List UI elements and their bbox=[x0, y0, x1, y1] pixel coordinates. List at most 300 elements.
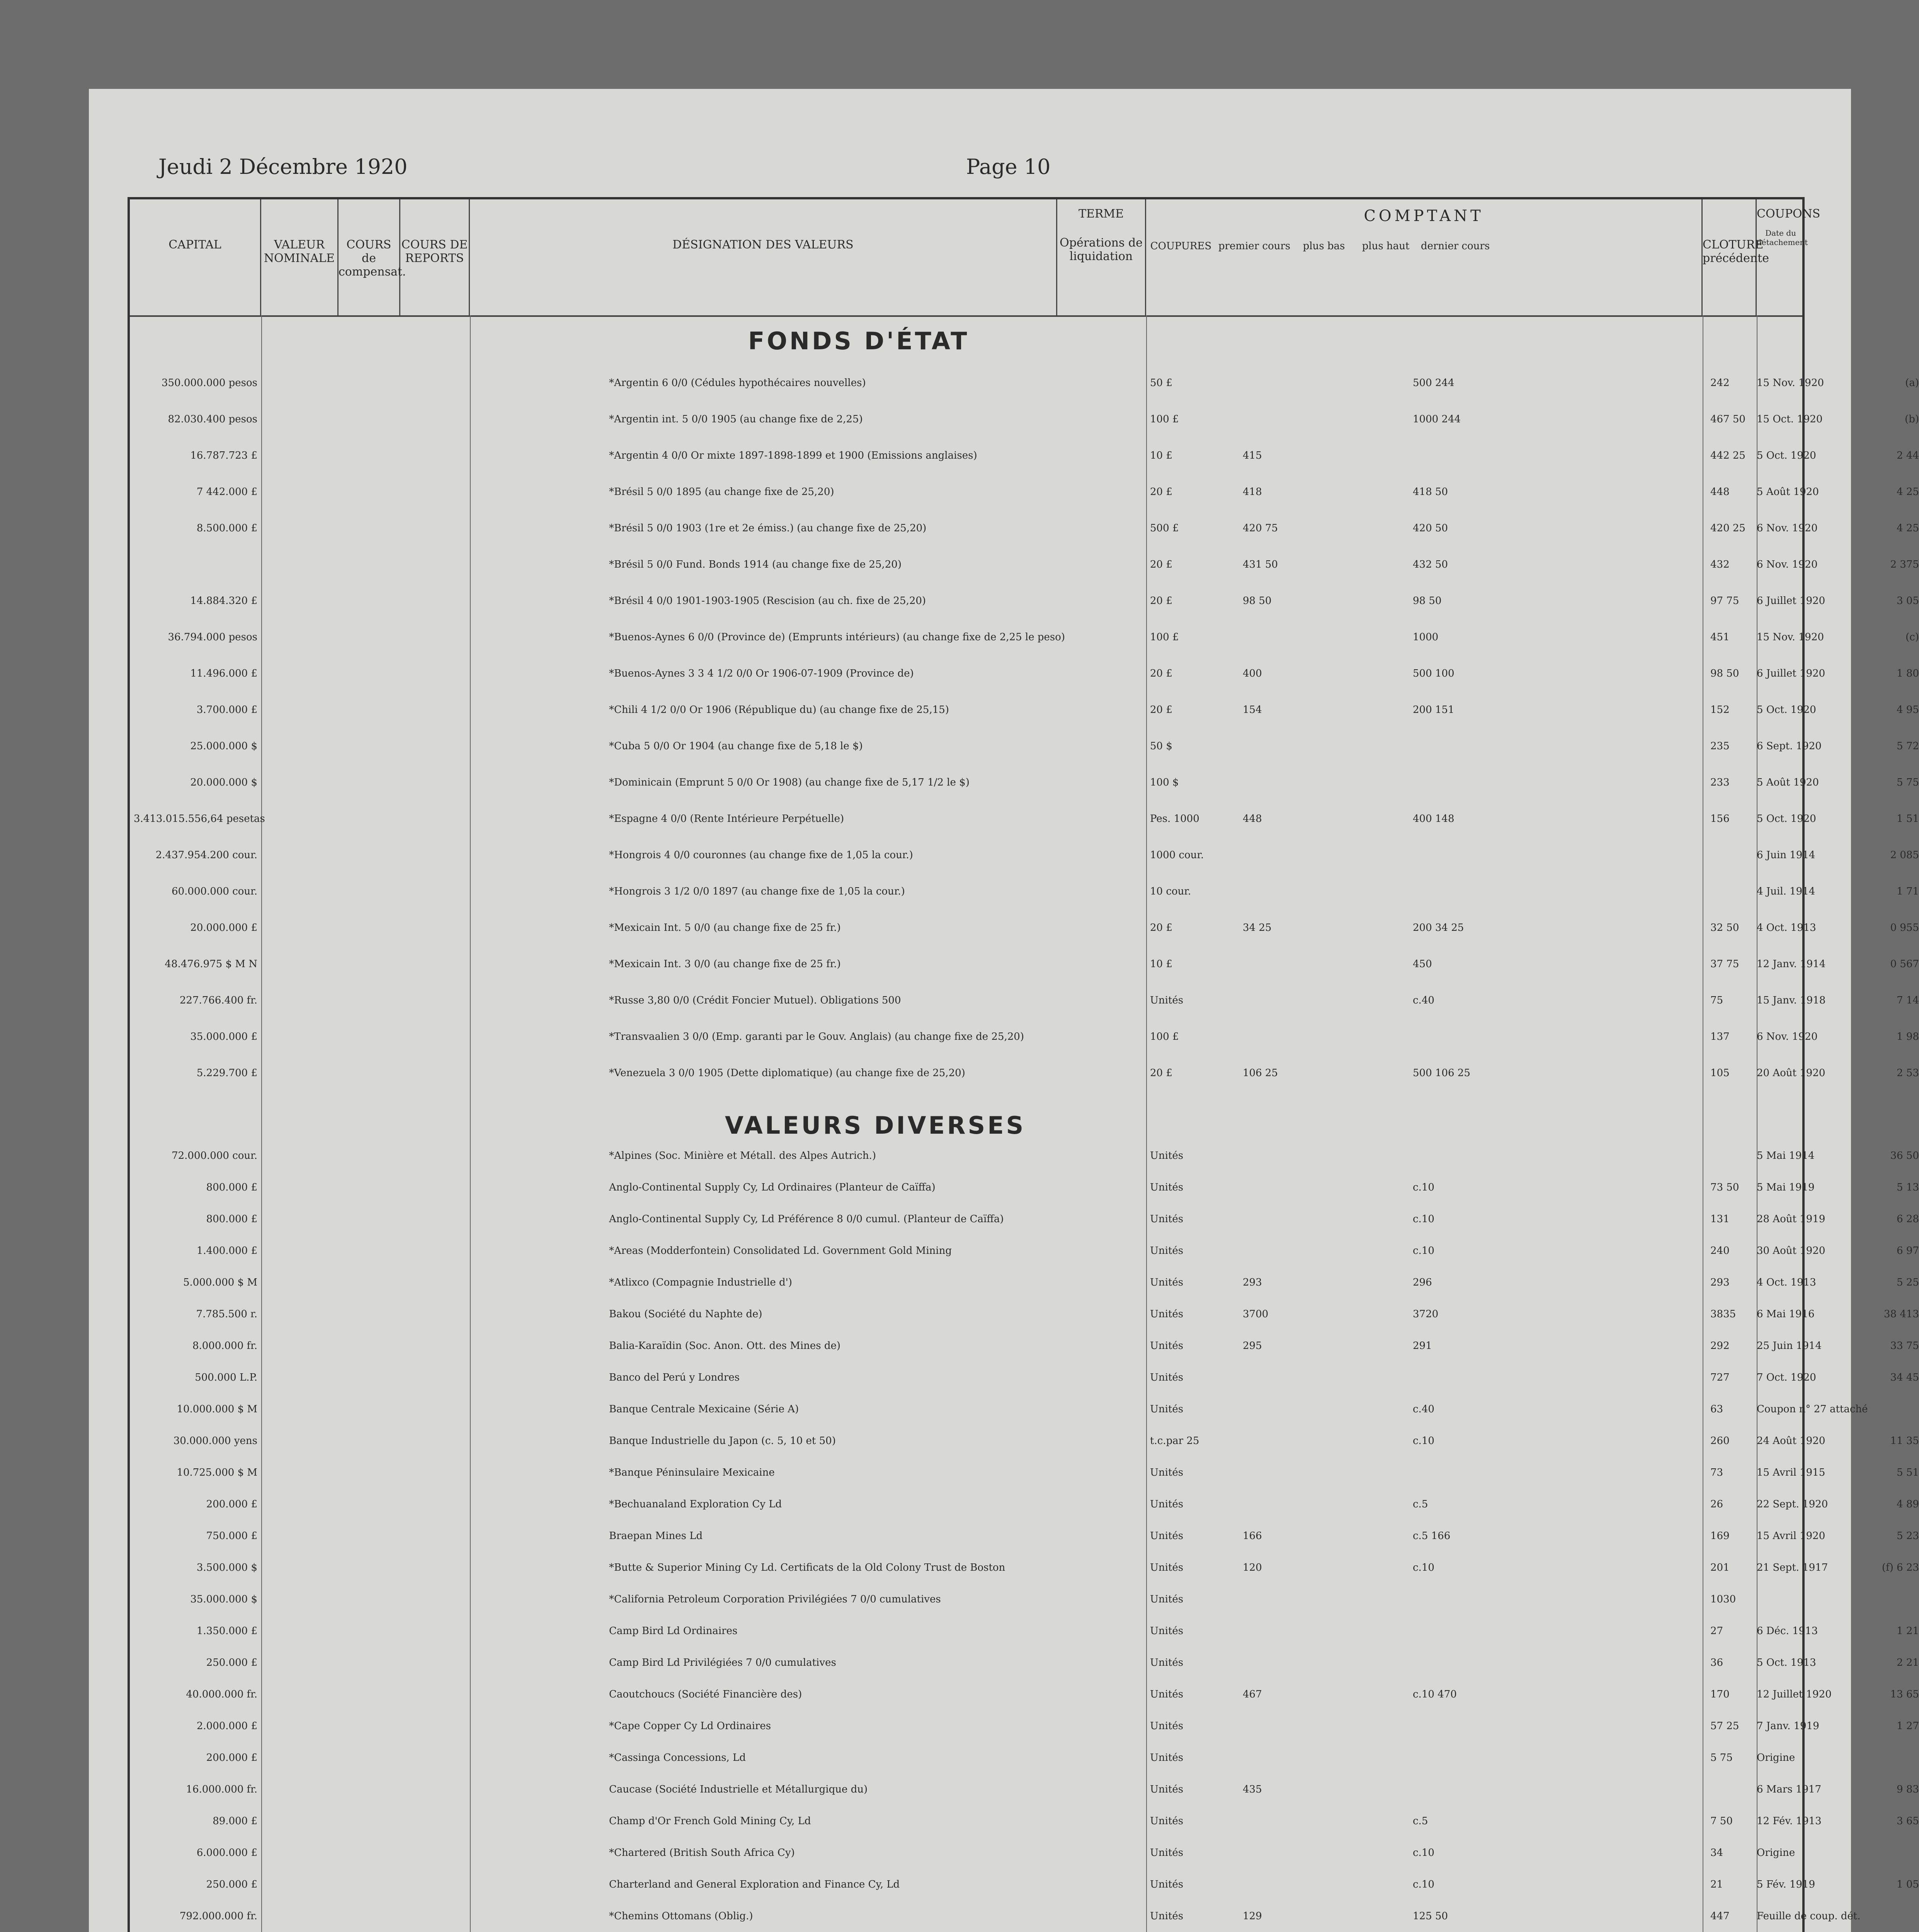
coupures-cell: Unités bbox=[1150, 1594, 1184, 1605]
designation-cell: Anglo-Continental Supply Cy, Ld Préférence 8 0/0 cumul. (Planteur de Caïffa) bbox=[609, 1213, 1004, 1225]
cloture-cell: 75 bbox=[1710, 995, 1723, 1006]
dernier-cours-cell: c.10 bbox=[1413, 1245, 1434, 1257]
capital-cell: 350.000.000 pesos bbox=[161, 377, 257, 389]
dernier-cours-cell: c.40 bbox=[1413, 1403, 1434, 1415]
designation-cell: Caucase (Société Industrielle et Métallurgique du) bbox=[609, 1784, 868, 1795]
coupon-date-cell: 4 Juil. 1914 bbox=[1757, 886, 1815, 897]
section-fonds-etat: FONDS D'ÉTAT bbox=[748, 327, 970, 355]
table-row bbox=[130, 1752, 1802, 1769]
coupon-net-cell: 0 567 bbox=[1890, 958, 1919, 970]
coupon-date-cell: 21 Sept. 1917 bbox=[1757, 1562, 1828, 1573]
table-row bbox=[130, 413, 1919, 430]
cloture-cell: 152 bbox=[1710, 704, 1730, 716]
dernier-cours-cell: c.10 bbox=[1413, 1879, 1434, 1890]
capital-cell: 7 442.000 £ bbox=[196, 486, 257, 498]
coupon-date-cell: 12 Fév. 1913 bbox=[1757, 1815, 1822, 1827]
capital-cell: 35.000.000 £ bbox=[190, 1031, 257, 1043]
header-designation: DÉSIGNATION DES VALEURS bbox=[470, 199, 1057, 315]
table-row bbox=[130, 595, 1919, 612]
coupon-net-cell: 1 21 bbox=[1897, 1625, 1919, 1637]
cloture-cell: 73 50 bbox=[1710, 1182, 1739, 1193]
table-row bbox=[130, 777, 1919, 794]
capital-cell: 11.496.000 £ bbox=[190, 668, 257, 679]
coupon-net-cell: 5 25 bbox=[1897, 1277, 1919, 1288]
coupures-cell: 10 cour. bbox=[1150, 886, 1191, 897]
designation-cell: *Espagne 4 0/0 (Rente Intérieure Perpétuelle) bbox=[609, 813, 844, 825]
designation-cell: *Chartered (British South Africa Cy) bbox=[609, 1847, 795, 1859]
premier-cours-cell: 106 25 bbox=[1243, 1067, 1278, 1079]
coupures-cell: Unités bbox=[1150, 1879, 1184, 1890]
coupon-net-cell: 33 75 bbox=[1890, 1340, 1919, 1352]
coupures-cell: Unités bbox=[1150, 1720, 1184, 1732]
coupon-net-cell: 5 75 bbox=[1897, 777, 1919, 788]
coupures-cell: 20 £ bbox=[1150, 559, 1172, 570]
capital-cell: 40.000.000 fr. bbox=[186, 1689, 257, 1700]
coupon-net-cell: 2 21 bbox=[1897, 1657, 1919, 1668]
coupures-cell: 100 £ bbox=[1150, 631, 1179, 643]
coupon-date-cell: Coupon n° 27 attaché bbox=[1757, 1403, 1868, 1415]
capital-cell: 250.000 £ bbox=[206, 1879, 257, 1890]
capital-cell: 8.000.000 fr. bbox=[192, 1340, 257, 1352]
coupon-date-cell: 15 Oct. 1920 bbox=[1757, 413, 1823, 425]
dernier-cours-cell: c.5 bbox=[1413, 1815, 1428, 1827]
dernier-cours-cell: c.10 470 bbox=[1413, 1689, 1457, 1700]
capital-cell: 35.000.000 $ bbox=[190, 1594, 257, 1605]
table-row bbox=[130, 1594, 1802, 1611]
capital-cell: 25.000.000 $ bbox=[190, 740, 257, 752]
cloture-cell: 169 bbox=[1710, 1530, 1730, 1542]
coupon-net-cell: 36 50 bbox=[1890, 1150, 1919, 1162]
designation-cell: *Cuba 5 0/0 Or 1904 (au change fixe de 5,18 le $) bbox=[609, 740, 863, 752]
designation-cell: *Argentin 4 0/0 Or mixte 1897-1898-1899 et 1900 (Emissions anglaises) bbox=[609, 450, 977, 461]
cloture-cell: 131 bbox=[1710, 1213, 1730, 1225]
page-date: Jeudi 2 Décembre 1920 bbox=[158, 155, 408, 179]
coupon-date-cell: 5 Mai 1914 bbox=[1757, 1150, 1815, 1162]
table-row bbox=[130, 1847, 1802, 1864]
cloture-cell: 97 75 bbox=[1710, 595, 1739, 607]
designation-cell: *Brésil 5 0/0 1903 (1re et 2e émiss.) (au change fixe de 25,20) bbox=[609, 522, 927, 534]
cloture-cell: 36 bbox=[1710, 1657, 1723, 1668]
coupon-net-cell: 34 45 bbox=[1890, 1372, 1919, 1383]
table-row bbox=[130, 377, 1919, 394]
table-row bbox=[130, 740, 1919, 757]
coupon-date-cell: 12 Juillet 1920 bbox=[1757, 1689, 1832, 1700]
cloture-cell: 57 25 bbox=[1710, 1720, 1739, 1732]
table-row bbox=[130, 1308, 1919, 1325]
designation-cell: Anglo-Continental Supply Cy, Ld Ordinaires (Planteur de Caïffa) bbox=[609, 1182, 936, 1193]
designation-cell: Champ d'Or French Gold Mining Cy, Ld bbox=[609, 1815, 811, 1827]
coupon-net-cell: (b) bbox=[1905, 413, 1919, 425]
premier-cours-cell: 3700 bbox=[1243, 1308, 1269, 1320]
capital-cell: 3.500.000 $ bbox=[196, 1562, 257, 1573]
capital-cell: 20.000.000 £ bbox=[190, 922, 257, 934]
coupon-date-cell: 5 Oct. 1920 bbox=[1757, 813, 1816, 825]
coupures-cell: Unités bbox=[1150, 1784, 1184, 1795]
coupon-date-cell: 5 Mai 1919 bbox=[1757, 1182, 1815, 1193]
capital-cell: 227.766.400 fr. bbox=[179, 995, 257, 1006]
capital-cell: 48.476.975 $ M N bbox=[165, 958, 257, 970]
capital-cell: 3.413.015.556,64 pesetas bbox=[134, 813, 265, 825]
coupures-cell: Unités bbox=[1150, 1467, 1184, 1478]
designation-cell: *Banque Péninsulaire Mexicaine bbox=[609, 1467, 775, 1478]
coupon-net-cell: 2 375 bbox=[1890, 559, 1919, 570]
section-valeurs-diverses: VALEURS DIVERSES bbox=[725, 1111, 1026, 1139]
coupon-net-cell: 1 71 bbox=[1897, 886, 1919, 897]
designation-cell: *Brésil 5 0/0 1895 (au change fixe de 25,20) bbox=[609, 486, 834, 498]
coupures-cell: 50 £ bbox=[1150, 377, 1172, 389]
coupures-cell: Unités bbox=[1150, 1182, 1184, 1193]
coupon-net-cell: 38 413 bbox=[1884, 1308, 1919, 1320]
table-row bbox=[130, 958, 1919, 975]
premier-cours-cell: 166 bbox=[1243, 1530, 1262, 1542]
table-row bbox=[130, 1498, 1919, 1515]
coupures-cell: 20 £ bbox=[1150, 1067, 1172, 1079]
table-row bbox=[130, 1031, 1919, 1048]
cloture-cell: 727 bbox=[1710, 1372, 1730, 1383]
coupon-date-cell: 12 Janv. 1914 bbox=[1757, 958, 1826, 970]
designation-cell: *Alpines (Soc. Minière et Métall. des Alpes Autrich.) bbox=[609, 1150, 876, 1162]
coupures-cell: 20 £ bbox=[1150, 668, 1172, 679]
coupures-cell: Unités bbox=[1150, 1498, 1184, 1510]
premier-cours-cell: 295 bbox=[1243, 1340, 1262, 1352]
dernier-cours-cell: 296 bbox=[1413, 1277, 1432, 1288]
table-row bbox=[130, 1340, 1919, 1357]
table-row bbox=[130, 704, 1919, 721]
coupon-net-cell: 6 28 bbox=[1897, 1213, 1919, 1225]
coupures-cell: Unités bbox=[1150, 1562, 1184, 1573]
coupon-net-cell: 4 95 bbox=[1897, 704, 1919, 716]
dernier-cours-cell: c.10 bbox=[1413, 1435, 1434, 1447]
coupon-net-cell: 5 23 bbox=[1897, 1530, 1919, 1542]
header-cours-reports: COURS DE REPORTS bbox=[400, 199, 470, 315]
table-row bbox=[130, 1910, 1861, 1927]
table-row bbox=[130, 1879, 1919, 1896]
cloture-cell: 156 bbox=[1710, 813, 1730, 825]
header-coupons: COUPONS Date du détachement bbox=[1757, 207, 1820, 247]
coupon-net-cell: 5 72 bbox=[1897, 740, 1919, 752]
coupon-date-cell: 5 Oct. 1920 bbox=[1757, 450, 1816, 461]
cloture-cell: 105 bbox=[1710, 1067, 1730, 1079]
table-row bbox=[130, 1625, 1919, 1642]
capital-cell: 8.500.000 £ bbox=[196, 522, 257, 534]
designation-cell: Banque Industrielle du Japon (c. 5, 10 et 50) bbox=[609, 1435, 836, 1447]
designation-cell: Caoutchoucs (Société Financière des) bbox=[609, 1689, 802, 1700]
coupon-net-cell: 2 44 bbox=[1897, 450, 1919, 461]
coupon-date-cell: 6 Juillet 1920 bbox=[1757, 595, 1825, 607]
coupon-net-cell: 2 53 bbox=[1897, 1067, 1919, 1079]
designation-cell: *Russe 3,80 0/0 (Crédit Foncier Mutuel). Obligations 500 bbox=[609, 995, 901, 1006]
capital-cell: 1.400.000 £ bbox=[196, 1245, 257, 1257]
capital-cell: 10.000.000 $ M bbox=[177, 1403, 257, 1415]
designation-cell: *Brésil 4 0/0 1901-1903-1905 (Rescision (au ch. fixe de 25,20) bbox=[609, 595, 926, 607]
designation-cell: *Buenos-Aynes 6 0/0 (Province de) (Emprunts intérieurs) (au change fixe de 2,25 le peso) bbox=[609, 631, 1065, 643]
table-row bbox=[130, 1815, 1919, 1832]
table-row bbox=[130, 1372, 1919, 1389]
coupures-cell: Unités bbox=[1150, 1403, 1184, 1415]
dernier-cours-cell: 1000 bbox=[1413, 631, 1439, 643]
table-row bbox=[130, 813, 1919, 830]
premier-cours-cell: 120 bbox=[1243, 1562, 1262, 1573]
coupures-cell: Pes. 1000 bbox=[1150, 813, 1199, 825]
coupures-cell: Unités bbox=[1150, 1625, 1184, 1637]
table-row bbox=[130, 1182, 1919, 1199]
capital-cell: 500.000 L.P. bbox=[195, 1372, 257, 1383]
designation-cell: Camp Bird Ld Privilégiées 7 0/0 cumulatives bbox=[609, 1657, 836, 1668]
premier-cours-cell: 448 bbox=[1243, 813, 1262, 825]
coupon-net-cell: (a) bbox=[1905, 377, 1919, 389]
table-row bbox=[130, 995, 1919, 1012]
dernier-cours-cell: 200 151 bbox=[1413, 704, 1455, 716]
table-row bbox=[130, 1213, 1919, 1230]
coupon-net-cell: 1 27 bbox=[1897, 1720, 1919, 1732]
table-row bbox=[130, 1784, 1919, 1801]
table-row bbox=[130, 1277, 1919, 1294]
coupures-cell: Unités bbox=[1150, 1277, 1184, 1288]
coupon-net-cell: 1 05 bbox=[1897, 1879, 1919, 1890]
designation-cell: *Cassinga Concessions, Ld bbox=[609, 1752, 746, 1764]
designation-cell: *Butte & Superior Mining Cy Ld. Certificats de la Old Colony Trust de Boston bbox=[609, 1562, 1005, 1573]
coupon-date-cell: 22 Sept. 1920 bbox=[1757, 1498, 1828, 1510]
coupures-cell: Unités bbox=[1150, 1372, 1184, 1383]
dernier-cours-cell: 450 bbox=[1413, 958, 1432, 970]
dernier-cours-cell: c.10 bbox=[1413, 1213, 1434, 1225]
designation-cell: *Venezuela 3 0/0 1905 (Dette diplomatique) (au change fixe de 25,20) bbox=[609, 1067, 965, 1079]
designation-cell: *Brésil 5 0/0 Fund. Bonds 1914 (au change fixe de 25,20) bbox=[609, 559, 902, 570]
coupon-date-cell: 6 Nov. 1920 bbox=[1757, 522, 1818, 534]
coupon-date-cell: 4 Oct. 1913 bbox=[1757, 922, 1816, 934]
capital-cell: 2.000.000 £ bbox=[196, 1720, 257, 1732]
coupon-date-cell: 6 Nov. 1920 bbox=[1757, 1031, 1818, 1043]
header-comptant: COMPTANT COUPURES premier cours plus bas plus haut dernier cours bbox=[1146, 199, 1703, 315]
header-cloture: CLOTURE précédente bbox=[1703, 199, 1757, 315]
premier-cours-cell: 420 75 bbox=[1243, 522, 1278, 534]
coupon-date-cell: 5 Oct. 1913 bbox=[1757, 1657, 1816, 1668]
cloture-cell: 451 bbox=[1710, 631, 1730, 643]
designation-cell: *Hongrois 4 0/0 couronnes (au change fixe de 1,05 la cour.) bbox=[609, 849, 913, 861]
cloture-cell: 37 75 bbox=[1710, 958, 1739, 970]
cloture-cell: 32 50 bbox=[1710, 922, 1739, 934]
designation-cell: *Chemins Ottomans (Oblig.) bbox=[609, 1910, 753, 1922]
coupon-net-cell: 1 80 bbox=[1897, 668, 1919, 679]
coupures-cell: Unités bbox=[1150, 1752, 1184, 1764]
coupon-date-cell: 25 Juin 1914 bbox=[1757, 1340, 1822, 1352]
coupon-date-cell: 6 Juin 1914 bbox=[1757, 849, 1815, 861]
premier-cours-cell: 435 bbox=[1243, 1784, 1262, 1795]
dernier-cours-cell: 1000 244 bbox=[1413, 413, 1461, 425]
designation-cell: *Chili 4 1/2 0/0 Or 1906 (République du) (au change fixe de 25,15) bbox=[609, 704, 949, 716]
dernier-cours-cell: 500 244 bbox=[1413, 377, 1455, 389]
coupon-date-cell: 6 Nov. 1920 bbox=[1757, 559, 1818, 570]
capital-cell: 16.000.000 fr. bbox=[186, 1784, 257, 1795]
designation-cell: *Hongrois 3 1/2 0/0 1897 (au change fixe de 1,05 la cour.) bbox=[609, 886, 905, 897]
capital-cell: 82.030.400 pesos bbox=[168, 413, 257, 425]
cloture-cell: 7 50 bbox=[1710, 1815, 1733, 1827]
coupures-cell: Unités bbox=[1150, 1308, 1184, 1320]
table-row bbox=[130, 922, 1919, 939]
coupon-date-cell: Origine bbox=[1757, 1847, 1795, 1859]
page-number: Page 10 bbox=[966, 155, 1051, 179]
coupon-net-cell: 11 35 bbox=[1890, 1435, 1919, 1447]
cloture-cell: 34 bbox=[1710, 1847, 1723, 1859]
designation-cell: *Argentin int. 5 0/0 1905 (au change fixe de 2,25) bbox=[609, 413, 863, 425]
premier-cours-cell: 293 bbox=[1243, 1277, 1262, 1288]
coupon-date-cell: 6 Mai 1916 bbox=[1757, 1308, 1815, 1320]
coupon-net-cell: (f) 6 23 bbox=[1882, 1562, 1919, 1573]
coupon-date-cell: 7 Oct. 1920 bbox=[1757, 1372, 1816, 1383]
capital-cell: 6.000.000 £ bbox=[196, 1847, 257, 1859]
coupures-cell: 20 £ bbox=[1150, 486, 1172, 498]
capital-cell: 72.000.000 cour. bbox=[172, 1150, 257, 1162]
cloture-cell: 63 bbox=[1710, 1403, 1723, 1415]
coupon-date-cell: 15 Nov. 1920 bbox=[1757, 377, 1824, 389]
capital-cell: 2.437.954.200 cour. bbox=[155, 849, 257, 861]
coupon-net-cell: 6 97 bbox=[1897, 1245, 1919, 1257]
coupon-date-cell: 24 Août 1920 bbox=[1757, 1435, 1825, 1447]
listing-table bbox=[128, 197, 1919, 1932]
cloture-cell: 21 bbox=[1710, 1879, 1723, 1890]
premier-cours-cell: 415 bbox=[1243, 450, 1262, 461]
coupures-cell: Unités bbox=[1150, 1815, 1184, 1827]
coupon-date-cell: 6 Mars 1917 bbox=[1757, 1784, 1822, 1795]
coupon-net-cell: 4 25 bbox=[1897, 522, 1919, 534]
cloture-cell: 170 bbox=[1710, 1689, 1730, 1700]
cloture-cell: 467 50 bbox=[1710, 413, 1745, 425]
table-row bbox=[130, 559, 1919, 576]
dernier-cours-cell: 400 148 bbox=[1413, 813, 1455, 825]
dernier-cours-cell: c.10 bbox=[1413, 1847, 1434, 1859]
coupon-date-cell: 6 Déc. 1913 bbox=[1757, 1625, 1818, 1637]
designation-cell: Banco del Perú y Londres bbox=[609, 1372, 740, 1383]
coupures-cell: 100 £ bbox=[1150, 413, 1179, 425]
coupures-cell: Unités bbox=[1150, 995, 1184, 1006]
coupon-date-cell: 5 Fév. 1919 bbox=[1757, 1879, 1815, 1890]
coupures-cell: Unités bbox=[1150, 1689, 1184, 1700]
coupon-net-cell: 1 51 bbox=[1897, 813, 1919, 825]
designation-cell: *Argentin 6 0/0 (Cédules hypothécaires nouvelles) bbox=[609, 377, 866, 389]
coupon-net-cell: 0 955 bbox=[1890, 922, 1919, 934]
coupon-net-cell: 13 65 bbox=[1890, 1689, 1919, 1700]
cloture-cell: 242 bbox=[1710, 377, 1730, 389]
coupon-net-cell: 2 085 bbox=[1890, 849, 1919, 861]
table-row bbox=[130, 1530, 1919, 1547]
table-row bbox=[130, 1720, 1919, 1737]
dernier-cours-cell: c.10 bbox=[1413, 1562, 1434, 1573]
cloture-cell: 98 50 bbox=[1710, 668, 1739, 679]
coupures-cell: Unités bbox=[1150, 1150, 1184, 1162]
table-row bbox=[130, 522, 1919, 539]
cloture-cell: 420 25 bbox=[1710, 522, 1745, 534]
table-row bbox=[130, 668, 1919, 685]
designation-cell: *California Petroleum Corporation Privilégiées 7 0/0 cumulatives bbox=[609, 1594, 941, 1605]
coupon-net-cell: 9 83 bbox=[1897, 1784, 1919, 1795]
premier-cours-cell: 98 50 bbox=[1243, 595, 1272, 607]
cloture-cell: 447 bbox=[1710, 1910, 1730, 1922]
coupon-date-cell: 6 Sept. 1920 bbox=[1757, 740, 1822, 752]
cloture-cell: 73 bbox=[1710, 1467, 1723, 1478]
cloture-cell: 448 bbox=[1710, 486, 1730, 498]
table-row bbox=[130, 886, 1919, 903]
designation-cell: Balia-Karaïdin (Soc. Anon. Ott. des Mines de) bbox=[609, 1340, 841, 1352]
capital-cell: 30.000.000 yens bbox=[173, 1435, 257, 1447]
capital-cell: 60.000.000 cour. bbox=[172, 886, 257, 897]
table-row bbox=[130, 1467, 1919, 1484]
coupon-date-cell: 4 Oct. 1913 bbox=[1757, 1277, 1816, 1288]
dernier-cours-cell: c.10 bbox=[1413, 1182, 1434, 1193]
capital-cell: 250.000 £ bbox=[206, 1657, 257, 1668]
coupures-cell: Unités bbox=[1150, 1213, 1184, 1225]
coupures-cell: 20 £ bbox=[1150, 922, 1172, 934]
coupures-cell: 10 £ bbox=[1150, 450, 1172, 461]
capital-cell: 36.794.000 pesos bbox=[168, 631, 257, 643]
coupon-net-cell: 7 14 bbox=[1897, 995, 1919, 1006]
designation-cell: Braepan Mines Ld bbox=[609, 1530, 703, 1542]
coupon-date-cell: 6 Juillet 1920 bbox=[1757, 668, 1825, 679]
coupon-net-cell: 5 13 bbox=[1897, 1182, 1919, 1193]
capital-cell: 14.884.320 £ bbox=[190, 595, 257, 607]
table-row bbox=[130, 1435, 1919, 1452]
capital-cell: 200.000 £ bbox=[206, 1498, 257, 1510]
dernier-cours-cell: 418 50 bbox=[1413, 486, 1448, 498]
dernier-cours-cell: c.5 bbox=[1413, 1498, 1428, 1510]
premier-cours-cell: 129 bbox=[1243, 1910, 1262, 1922]
header-capital: CAPITAL bbox=[130, 199, 261, 315]
coupon-net-cell: 3 05 bbox=[1897, 595, 1919, 607]
table-row bbox=[130, 486, 1919, 503]
coupures-cell: Unités bbox=[1150, 1847, 1184, 1859]
coupon-date-cell: 15 Nov. 1920 bbox=[1757, 631, 1824, 643]
capital-cell: 750.000 £ bbox=[206, 1530, 257, 1542]
dernier-cours-cell: 200 34 25 bbox=[1413, 922, 1464, 934]
cloture-cell: 201 bbox=[1710, 1562, 1730, 1573]
cloture-cell: 137 bbox=[1710, 1031, 1730, 1043]
table-row bbox=[130, 1403, 1868, 1420]
capital-cell: 1.350.000 £ bbox=[196, 1625, 257, 1637]
coupon-net-cell: 4 89 bbox=[1897, 1498, 1919, 1510]
designation-cell: Banque Centrale Mexicaine (Série A) bbox=[609, 1403, 799, 1415]
cloture-cell: 235 bbox=[1710, 740, 1730, 752]
dernier-cours-cell: c.5 166 bbox=[1413, 1530, 1451, 1542]
coupures-cell: 20 £ bbox=[1150, 595, 1172, 607]
designation-cell: *Cape Copper Cy Ld Ordinaires bbox=[609, 1720, 771, 1732]
designation-cell: *Areas (Modderfontein) Consolidated Ld. Government Gold Mining bbox=[609, 1245, 952, 1257]
designation-cell: *Mexicain Int. 5 0/0 (au change fixe de 25 fr.) bbox=[609, 922, 841, 934]
cloture-cell: 27 bbox=[1710, 1625, 1723, 1637]
coupon-date-cell: 20 Août 1920 bbox=[1757, 1067, 1825, 1079]
capital-cell: 7.785.500 r. bbox=[196, 1308, 257, 1320]
coupures-cell: 500 £ bbox=[1150, 522, 1179, 534]
coupon-date-cell: Origine bbox=[1757, 1752, 1795, 1764]
coupures-cell: 100 £ bbox=[1150, 1031, 1179, 1043]
designation-cell: *Dominicain (Emprunt 5 0/0 Or 1908) (au change fixe de 5,17 1/2 le $) bbox=[609, 777, 970, 788]
cloture-cell: 292 bbox=[1710, 1340, 1730, 1352]
designation-cell: Charterland and General Exploration and Finance Cy, Ld bbox=[609, 1879, 900, 1890]
dernier-cours-cell: 432 50 bbox=[1413, 559, 1448, 570]
designation-cell: *Mexicain Int. 3 0/0 (au change fixe de 25 fr.) bbox=[609, 958, 841, 970]
coupures-cell: Unités bbox=[1150, 1530, 1184, 1542]
coupon-date-cell: 5 Août 1920 bbox=[1757, 777, 1819, 788]
coupon-date-cell: Feuille de coup. dét. bbox=[1757, 1910, 1861, 1922]
dernier-cours-cell: 500 106 25 bbox=[1413, 1067, 1470, 1079]
header-valeur: VALEUR NOMINALE bbox=[261, 199, 339, 315]
table-row bbox=[130, 1245, 1919, 1262]
table-row bbox=[130, 631, 1919, 648]
capital-cell: 792.000.000 fr. bbox=[179, 1910, 257, 1922]
coupures-cell: 10 £ bbox=[1150, 958, 1172, 970]
dernier-cours-cell: 500 100 bbox=[1413, 668, 1455, 679]
coupures-cell: 20 £ bbox=[1150, 704, 1172, 716]
coupon-date-cell: 7 Janv. 1919 bbox=[1757, 1720, 1819, 1732]
table-row bbox=[130, 1657, 1919, 1674]
